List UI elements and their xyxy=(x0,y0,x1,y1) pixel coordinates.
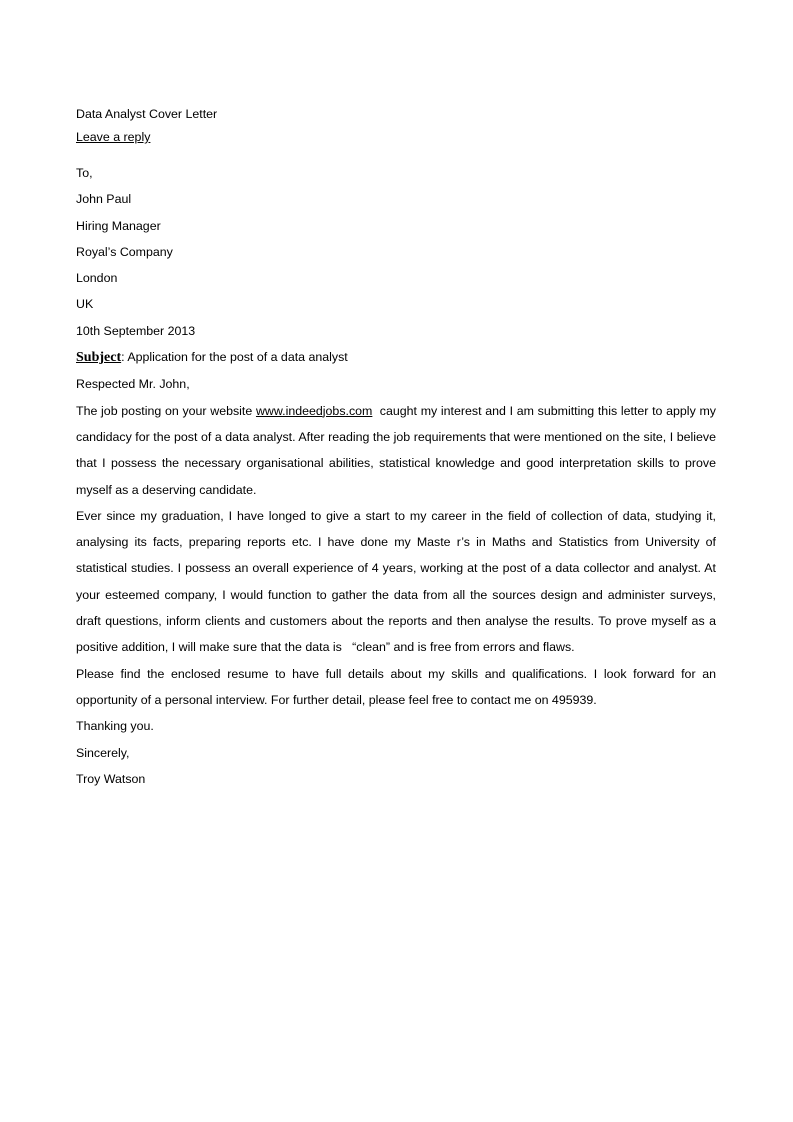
letter-content xyxy=(76,104,720,792)
recipient-name: John Paul xyxy=(76,192,132,207)
recipient-company: Royal’s Company xyxy=(76,244,173,259)
p1-before-link: The job posting on your website xyxy=(76,403,256,418)
greeting: Respected Mr. John, xyxy=(76,377,190,392)
subject-text: : Application for the post of a data analyst xyxy=(121,350,348,365)
recipient-country: UK xyxy=(76,297,94,312)
body-paragraph-3: Please find the enclosed resume to have full details about my skills and qualifications. I look forward for an opportunity of a personal interview. For further detail, please feel free to contact me on 495939. xyxy=(76,666,716,707)
body-paragraph-2: Ever since my graduation, I have longed to give a start to my career in the field of collection of data, studying it, analysing its facts, preparing reports etc. I have done my Maste r’s in Maths and Statistics from University of statistical studies. I possess an overall experience of 4 years, working at the post of a data collector and analyst. At your esteemed company, I would function to gather the data from all the sources design and administer surveys, draft questions, inform clients and customers about the reports and then analyse the results. To prove myself as a positive addition, I will make sure that the data is “clean” and is free from errors and flaws. xyxy=(76,508,720,655)
closing-signoff: Sincerely, xyxy=(76,745,130,760)
document-title: Data Analyst Cover Letter xyxy=(76,107,218,121)
subject-label: Subject xyxy=(76,350,122,366)
leave-reply-link[interactable]: Leave a reply xyxy=(76,130,151,144)
subject-line xyxy=(76,344,716,371)
letter-date: 10th September 2013 xyxy=(76,323,196,338)
p1-after-link: caught my interest and I am submitting this letter to apply my candidacy for the post of a data analyst. After reading the job requirements that were mentioned on the site, I believe that I possess the necessary organisational abilities, statistical knowledge and good interpretation skills to prove myself as a deserving candidate. xyxy=(76,403,720,497)
body-paragraph-1 xyxy=(76,398,720,503)
recipient-to: To, xyxy=(76,166,93,180)
recipient-position: Hiring Manager xyxy=(76,218,161,233)
closing-thanks: Thanking you. xyxy=(76,719,154,734)
website-link[interactable]: www.indeedjobs.com xyxy=(255,403,373,418)
signature-name: Troy Watson xyxy=(76,771,146,786)
recipient-city: London xyxy=(76,271,118,286)
